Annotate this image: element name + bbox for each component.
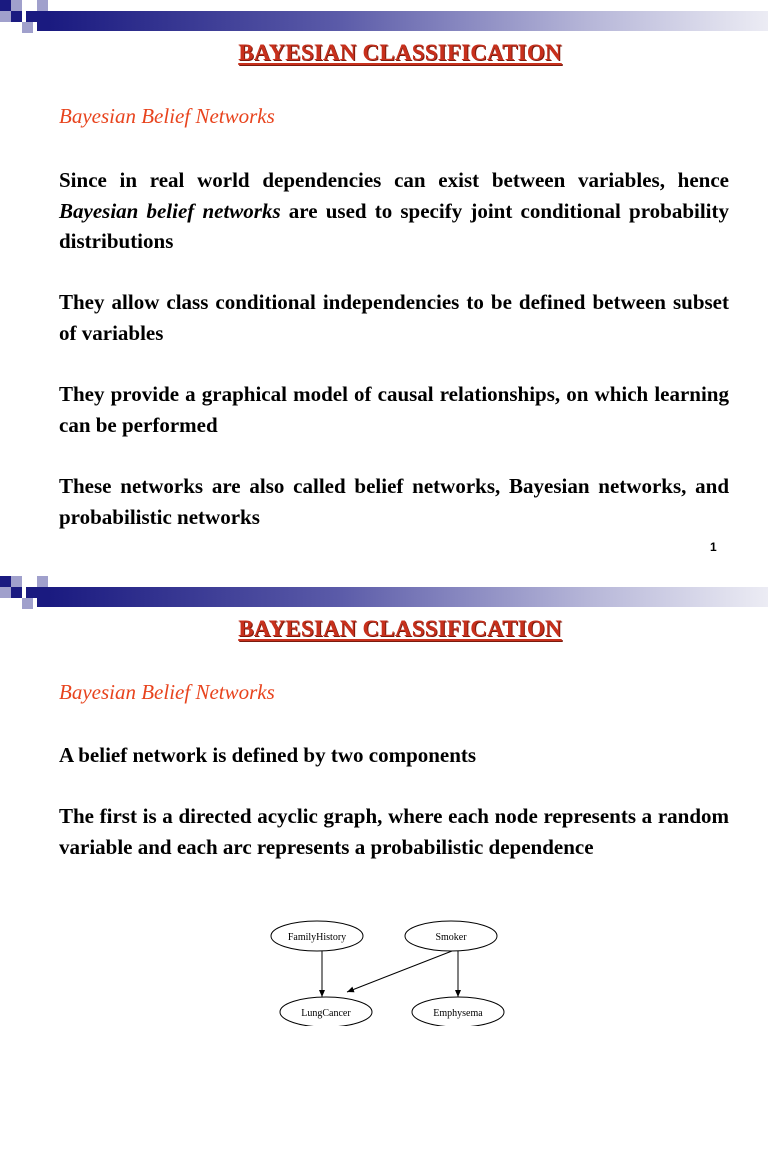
graph-edge [347, 951, 452, 992]
page-number: 1 [710, 540, 717, 554]
decor-square [11, 587, 22, 598]
decor-square [0, 587, 11, 598]
header-bar [48, 11, 768, 31]
header-bar [48, 587, 768, 607]
paragraph-2: The first is a directed acyclic graph, where each node represents a random variable and each arc represents a probabilistic dependence [59, 804, 729, 859]
paragraph-text: are used to specify joint conditional probability distributions [59, 198, 729, 253]
decor-square [22, 22, 33, 33]
slide-title: BAYESIAN CLASSIFICATION [238, 40, 562, 65]
slide-title: BAYESIAN CLASSIFICATION [238, 616, 562, 641]
paragraph-1: A belief network is defined by two components [59, 743, 477, 767]
belief-network-graph [262, 916, 522, 1026]
paragraph-4: These networks are also called belief networks, Bayesian networks, and probabilistic networks [59, 474, 729, 529]
decor-square [0, 11, 11, 22]
paragraph-1 [59, 165, 729, 257]
emphasis-text: Bayesian belief networks [59, 198, 281, 223]
paragraph-2: They allow class conditional independencies to be defined between subset of variables [59, 290, 729, 345]
decor-square [37, 0, 48, 11]
decor-square [0, 576, 11, 587]
node-label: FamilyHistory [287, 932, 347, 943]
decor-square [11, 11, 22, 22]
node-label: Emphysema [433, 1008, 483, 1019]
slide-subtitle: Bayesian Belief Networks [59, 104, 275, 128]
decor-square [37, 576, 48, 587]
decor-square [37, 11, 48, 31]
node-label: Smoker [435, 932, 467, 943]
decor-square [26, 11, 37, 22]
slide-2 [0, 576, 768, 1152]
decor-square [22, 598, 33, 609]
node-label: LungCancer [301, 1008, 351, 1019]
slide-subtitle: Bayesian Belief Networks [59, 680, 275, 704]
decor-square [11, 0, 22, 11]
decor-square [37, 587, 48, 607]
paragraph-text: Since in real world dependencies can exist between variables, hence [59, 168, 729, 192]
paragraph-3: They provide a graphical model of causal relationships, on which learning can be performed [59, 382, 729, 437]
decor-square [26, 587, 37, 598]
decor-square [11, 576, 22, 587]
decor-square [0, 0, 11, 11]
